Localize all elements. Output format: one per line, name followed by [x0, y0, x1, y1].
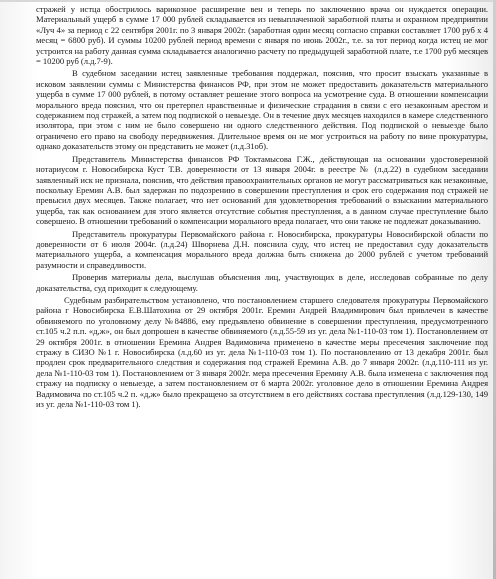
paragraph-ministry-representative: Представитель Министерства финансов РФ Токтамысова Г.Ж., действующая на основании удостоверенной нотариусом г. Новосибирска Куст Т.В. доверенности от 13 января 2004г. в реестре № (л.д.22) в судебном заседании заявленный иск не признала, пояснив, что действия правоохранительных органов не могут рассматриваться как незаконные, поскольку Еремин А.В. был задержан по подозрению в совершении преступления и срок его содержания под стражей не превысил двух месяцев. Также полагает, что нет оснований для удовлетворения требований о взыскании материального ущерба, так как основанием для этого является отсутствие события преступления, а в данном случае преступление было совершено. В отношении требований о компенсации морального вреда полагает, что они также не подлежат доказыванию. [36, 153, 488, 227]
paragraph-damages-calculation: стражей у истца обострилось варикозное расширение вен и теперь по заключению врача он нуждается операции. Материальный ущерб в сумме 17 000 рублей складывается из невыплаченной заработной платы и охранном предприятии «Луч 4» за период с 22 сентября 2001г. по 3 января 2002г. (заработная один месяц согласно справки составляет 1700 руб х 4 месяц = 6800 руб). И суммы 10200 рублей период времени с января по июнь 2002г., т.е. за тот период когда истец не мог устроится на работу данная сумма складывается аналогично расчету по предыдущей заработной плате, т.е 1700 руб месяцев = 10200 руб (л.д.7-9). [36, 4, 488, 67]
paragraph-court-review: Проверив материалы дела, выслушав объяснения лиц, участвующих в деле, исследовав собранные по делу доказательства, суд приходит к следующему. [36, 272, 488, 293]
scan-edge [0, 0, 496, 2]
document-body [36, 4, 488, 411]
paragraph-plaintiff-testimony: В судебном заседании истец заявленные требования поддержал, пояснив, что просит взыскать указанные в исковом заявлении суммы с Министерства финансов РФ, при этом не может предоставить доказательств материального ущерба в сумме 17 000 рублей, в потому оставляет решение этого вопроса на усмотрение суда. В отношении компенсации морального вреда пояснил, что он претерпел нравственные и физические страдания в связи с его незаконным арестом и содержанием под стражей, а затем под подпиской о невыезде. Он в течение двух месяцев находился в камере следственного изолятора, при этом с ним не было совершено ни одного следственного действия. Под подпиской о невыезде было ограничено его право на свободу передвижения. Длительное время он не мог устроиться на работу по вине прокуратуры, однако доказательств этому он представить не может (л.д.31об). [36, 68, 488, 152]
paragraph-prosecutor-representative: Представитель прокуратуры Первомайского района г. Новосибирска, прокуратуры Новосибирской области по доверенности от 6 июля 2004г. (л.д.24) Шворнева Д.Н. пояснила суду, что истец не предоставил суду доказательств материального ущерба, а компенсация морального вреда должна быть снижена до 2000 рублей с учетом требований разумности и справедливости. [36, 228, 488, 270]
paragraph-court-findings: Судебным разбирательством установлено, что постановлением старшего следователя прокуратуры Первомайского района г Новосибирска Е.В.Шатохина от 29 октября 2001г. Еремин Андрей Владимирович был привлечен в качестве обвиняемого по уголовному делу №84886, ему предъявлено обвинение в совершении преступления, предусмотренного ст.105 ч.2 п.п. «д,ж», он был допрошен в качестве обвиняемого (л.д.55-59 из уг. дела №1-110-03 том 1). Постановлением от 29 октября 2001г. в отношении Еремина Андрея Вадимовича применено в качестве меры пресечения заключение под стражу в СИЗО №1 г. Новосибирска (л.д.60 из уг. дела №1-110-03 том 1). По постановлению от 13 декабря 2001г. был продлен срок предварительного следствия и содержания под стражей Еремина А.В. до 7 января 2002г. (л.д.110-111 из уг. дела №1-110-03 том 1). Постановлением от 3 января 2002г. мера пресечения Еремину А.В. была изменена с заключения под стражу на подписку о невыезде, а затем постановлением от 6 марта 2002г. уголовное дело в отношении Еремина Андрея Вадимовича по ст.105 ч.2 п. «д,ж» было прекращено за отсутствием в его действиях состава преступления (л.д.129-130, 149 из уг. дела №1-110-03 том 1). [36, 294, 488, 410]
